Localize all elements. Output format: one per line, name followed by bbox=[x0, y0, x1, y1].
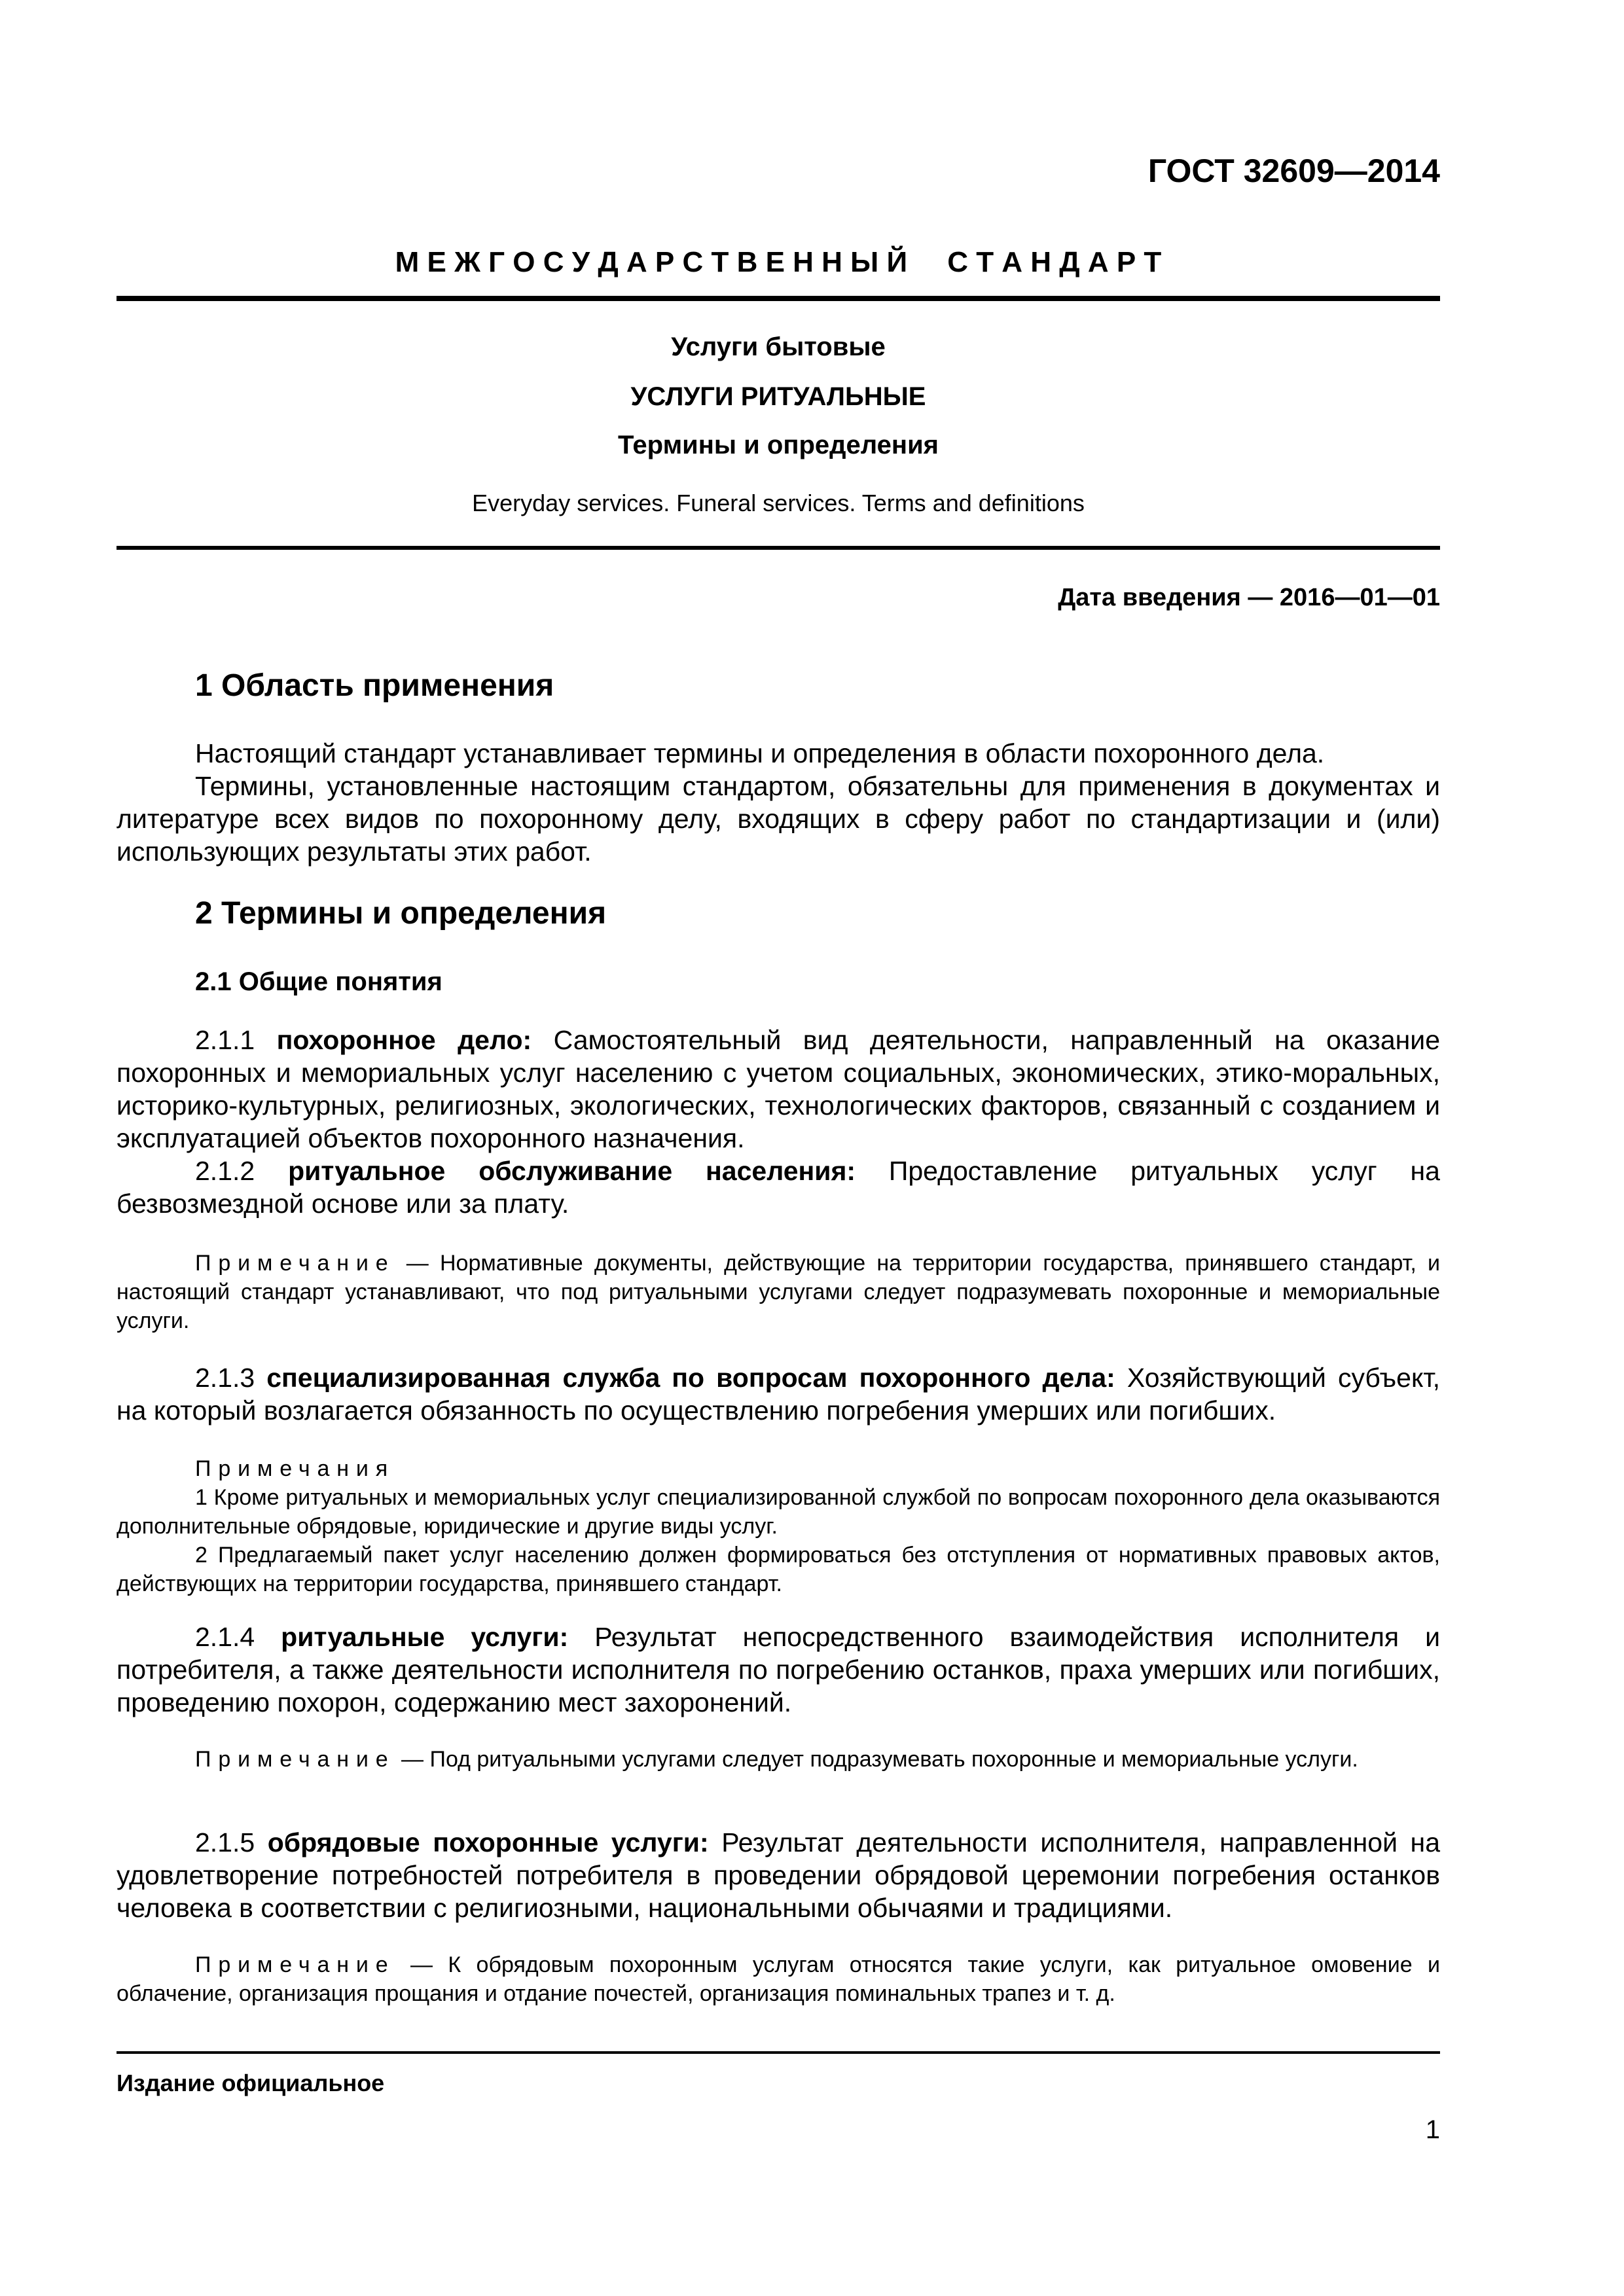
term-2-1-4 bbox=[117, 1621, 1440, 1719]
note-label: Примечание bbox=[195, 1251, 395, 1276]
standard-banner: М Е Ж Г О С У Д А Р С Т В Е Н Н Ы Й С Т А Н Д А Р Т bbox=[395, 246, 1162, 278]
header-rule bbox=[117, 296, 1440, 301]
terms-block-1 bbox=[117, 1024, 1440, 1220]
english-title: Everyday services. Funeral services. Terms and definitions bbox=[472, 490, 1085, 516]
official-edition-label: Издание официальное bbox=[117, 2070, 385, 2096]
page-number: 1 bbox=[1425, 2115, 1440, 2144]
term-number: 2.1.1 bbox=[195, 1025, 277, 1055]
title-line-2: УСЛУГИ РИТУАЛЬНЫЕ bbox=[630, 382, 926, 411]
subsection-2-1-heading: 2.1 Общие понятия bbox=[195, 967, 442, 996]
term-name: похоронное дело: bbox=[276, 1025, 532, 1055]
section-1-heading: 1 Область применения bbox=[195, 668, 554, 703]
section-1-body bbox=[117, 737, 1440, 868]
note-2-1-5 bbox=[117, 1950, 1440, 2008]
term-definition: Хозяйствующий субъект, на который возлагается обязанность по осуществлению погребения умерших или погибших. bbox=[117, 1363, 1440, 1426]
term-name: ритуальные услуги: bbox=[281, 1622, 569, 1652]
term-definition: Результат деятельности исполнителя, направленной на удовлетворение потребностей потребителя в проведении обрядовой церемонии погребения останков человека в соответствии с религиозными, национальными обычаями и традициями. bbox=[117, 1827, 1440, 1923]
footer-rule bbox=[117, 2051, 1440, 2054]
section-2-heading: 2 Термины и определения bbox=[195, 896, 607, 931]
term-2-1-3 bbox=[117, 1361, 1440, 1427]
terms-block-2 bbox=[117, 1361, 1440, 1427]
note-text: — Нормативные документы, действующие на территории государства, принявшего стандарт, и настоящий стандарт устанавливают, что под ритуальными услугами следует подразумевать похоронные и мемориальные услуги. bbox=[117, 1251, 1440, 1333]
term-2-1-5 bbox=[117, 1826, 1440, 1924]
term-definition: Результат непосредственного взаимодействия исполнителя и потребителя, а также деятельности исполнителя по погребению останков, праха умерших или погибших, проведению похорон, содержанию мест захоронений. bbox=[117, 1622, 1440, 1717]
standard-code: ГОСТ 32609—2014 bbox=[1147, 152, 1440, 189]
notes-label: Примечания bbox=[195, 1456, 395, 1481]
section-1-paragraph-2: Термины, установленные настоящим стандартом, обязательны для применения в документах и литературе всех видов по похоронному делу, входящих в сферу работ по стандартизации и (или) использующих результаты этих работ. bbox=[117, 771, 1440, 867]
notes-2-1-3 bbox=[117, 1454, 1440, 1598]
section-1-paragraph-1: Настоящий стандарт устанавливает термины и определения в области похоронного дела. bbox=[195, 738, 1325, 768]
term-2-1-2 bbox=[117, 1155, 1440, 1220]
term-number: 2.1.3 bbox=[195, 1363, 267, 1393]
term-name: ритуальное обслуживание населения: bbox=[288, 1156, 856, 1186]
term-2-1-1 bbox=[117, 1024, 1440, 1155]
title-line-3: Термины и определения bbox=[617, 431, 939, 459]
note-item-2: 2 Предлагаемый пакет услуг населению должен формироваться без отступления от нормативных правовых актов, действующих на территории государства, принявшего стандарт. bbox=[117, 1543, 1440, 1596]
introduction-date: Дата введения — 2016—01—01 bbox=[1058, 584, 1440, 611]
term-number: 2.1.4 bbox=[195, 1622, 281, 1652]
note-item-1: 1 Кроме ритуальных и мемориальных услуг специализированной службой по вопросам похоронного дела оказываются дополнительные обрядовые, юридические и другие виды услуг. bbox=[117, 1485, 1440, 1539]
terms-block-4 bbox=[117, 1826, 1440, 1924]
terms-block-3 bbox=[117, 1621, 1440, 1719]
note-text: — К обрядовым похоронным услугам относятся такие услуги, как ритуальное омовение и облачение, организация прощания и отдание почестей, организация поминальных трапез и т. д. bbox=[117, 1952, 1440, 2006]
note-label: Примечание bbox=[195, 1952, 395, 1977]
term-name: специализированная служба по вопросам похоронного дела: bbox=[266, 1363, 1115, 1393]
title-rule bbox=[117, 546, 1440, 550]
term-definition: Предоставление ритуальных услуг на безвозмездной основе или за плату. bbox=[117, 1156, 1440, 1219]
note-2-1-4 bbox=[117, 1745, 1440, 1774]
note-2-1-2 bbox=[117, 1249, 1440, 1335]
term-name: обрядовые похоронные услуги: bbox=[267, 1827, 709, 1857]
note-label: Примечание bbox=[195, 1747, 395, 1772]
note-text: — Под ритуальными услугами следует подразумевать похоронные и мемориальные услуги. bbox=[395, 1747, 1358, 1772]
term-definition: Самостоятельный вид деятельности, направленный на оказание похоронных и мемориальных услуг населению с учетом социальных, экономических, этико-моральных, историко-культурных, религиозных, экологических, технологических факторов, связанный с созданием и эксплуатацией объектов похоронного назначения. bbox=[117, 1025, 1440, 1153]
term-number: 2.1.5 bbox=[195, 1827, 268, 1857]
title-line-1: Услуги бытовые bbox=[671, 332, 886, 361]
term-number: 2.1.2 bbox=[195, 1156, 289, 1186]
